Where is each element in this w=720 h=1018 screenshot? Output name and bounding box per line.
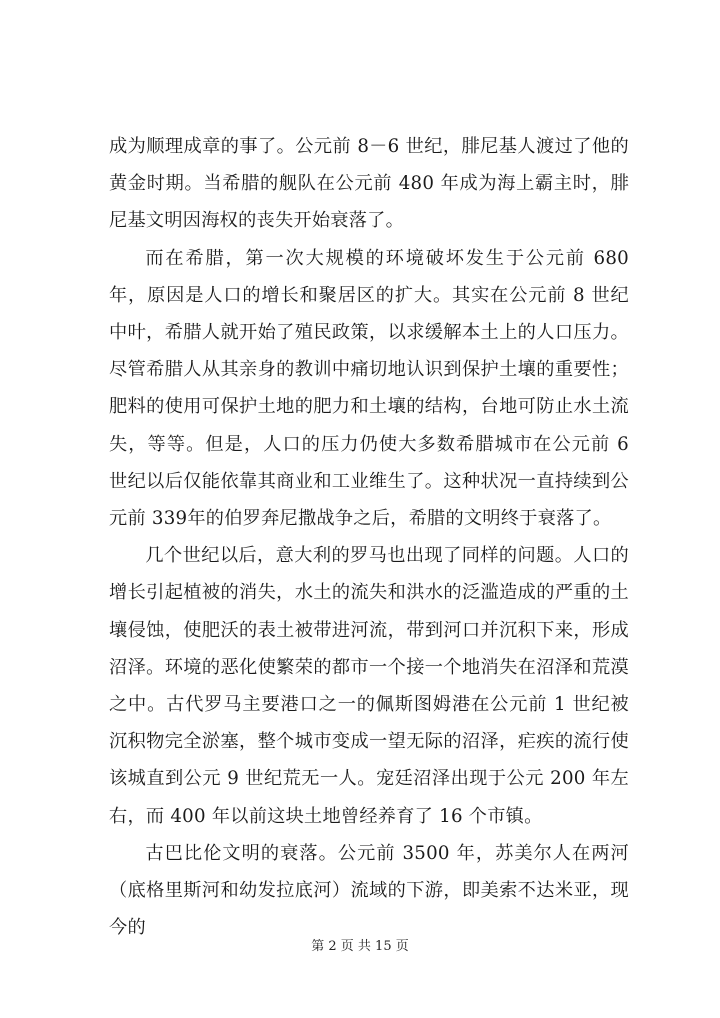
page-footer: 第 2 页 共 15 页	[311, 939, 409, 954]
paragraph-4: 古巴比伦文明的衰落。公元前 3500 年，苏美尔人在两河（底格里斯河和幼发拉底河）流域的下游，即美索不达米亚，现今的	[109, 842, 629, 939]
paragraph-1: 成为顺理成章的事了。公元前 8－6 世纪，腓尼基人渡过了他的黄金时期。当希腊的舰队在公元前 480 年成为海上霸主时，腓尼基文明因海权的丧失开始衰落了。	[109, 136, 629, 232]
body-text	[109, 128, 629, 946]
paragraph-3: 几个世纪以后，意大利的罗马也出现了同样的问题。人口的增长引起植被的消失，水土的流失和洪水的泛滥造成的严重的土壤侵蚀，使肥沃的表土被带进河流，带到河口并沉积下来，形成沼泽。环境的恶化使繁荣的都市一个接一个地消失在沼泽和荒漠之中。古代罗马主要港口之一的佩斯图姆港在公元前 1 世纪被沉积物完全淤塞，整个城市变成一望无际的沼泽，疟疾的流行使该城直到公元 9 世纪荒无一人。宠廷沼泽出现于公元 200 年左右，而 400 年以前这块土地曾经养育了 16 个市镇。	[109, 545, 629, 827]
paragraph-2: 而在希腊，第一次大规模的环境破坏发生于公元前 680 年，原因是人口的增长和聚居区的扩大。其实在公元前 8 世纪中叶，希腊人就开始了殖民政策，以求缓解本土上的人口压力。尽管希腊人从其亲身的教训中痛切地认识到保护土壤的重要性；肥料的使用可保护土地的肥力和土壤的结构，台地可防止水土流失，等等。但是，人口的压力仍使大多数希腊城市在公元前 6 世纪以后仅能依靠其商业和工业维生了。这种状况一直持续到公元前 339年的伯罗奔尼撒战争之后，希腊的文明终于衰落了。	[109, 247, 629, 530]
